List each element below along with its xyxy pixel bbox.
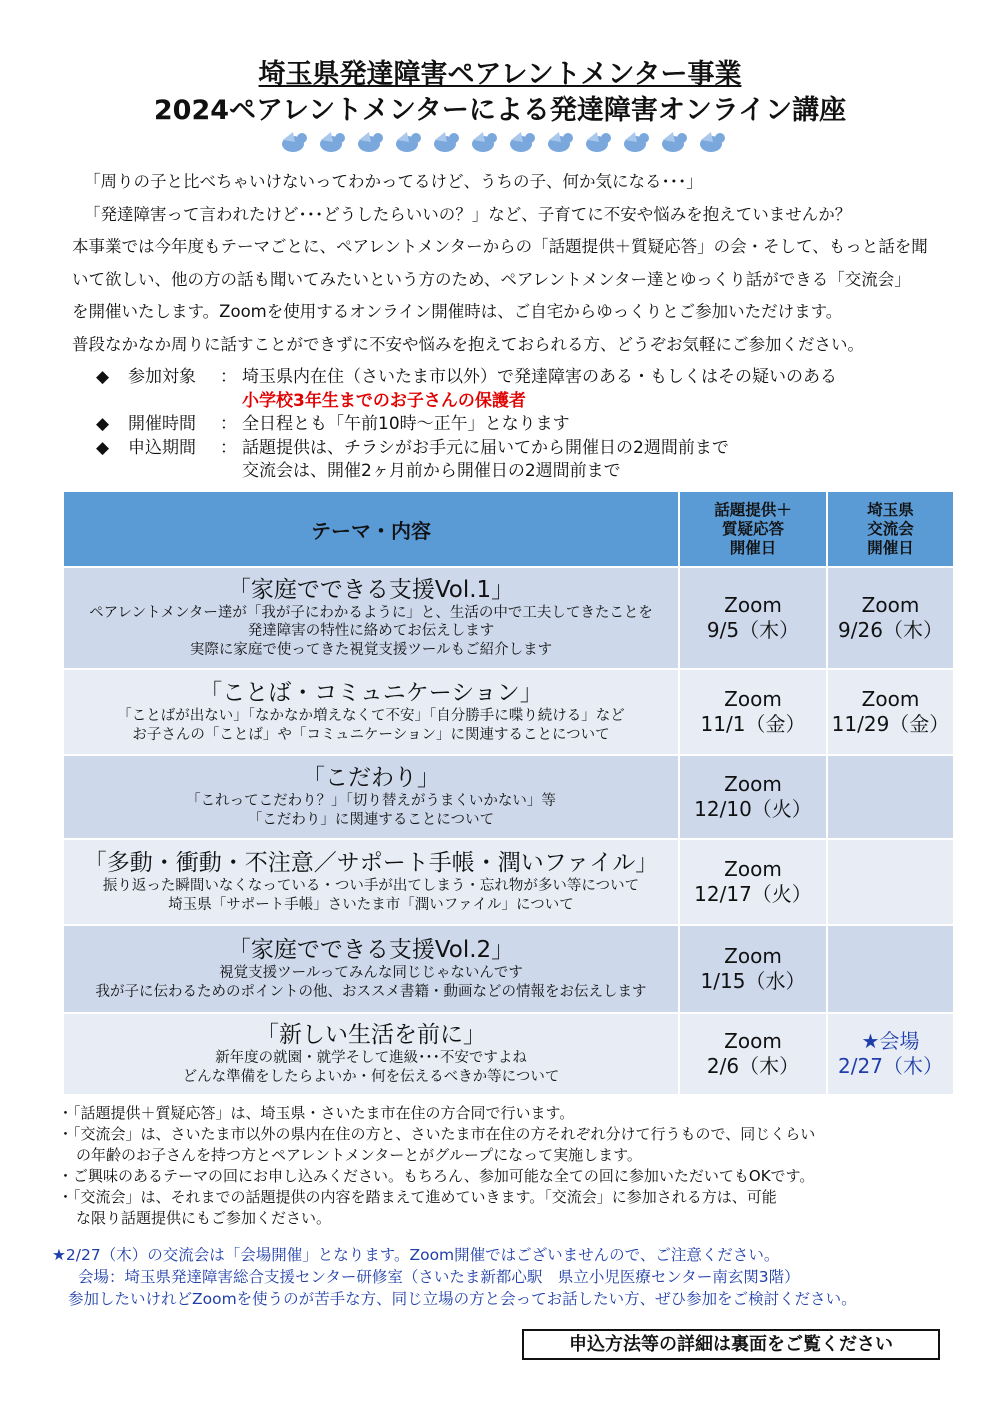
- exchange-date-cell: [827, 839, 954, 925]
- theme-cell: 「こだわり」 「これってこだわり？」「切り替えがうまくいかない」等 「こだわり」に関連することについて: [63, 755, 679, 839]
- notes: [58, 1103, 958, 1229]
- note-line: の年齢のお子さんを持つ方とペアレントメンターとがグループになって実施します。: [76, 1146, 642, 1164]
- event-info: [96, 366, 916, 484]
- time-label: 開催時間: [128, 414, 196, 434]
- table-row: [63, 669, 954, 755]
- exchange-date-cell: ★会場 2/27（木）: [827, 1013, 954, 1095]
- schedule-table: [62, 490, 955, 1096]
- note-line: ・「交流会」は、さいたま市以外の県内在住の方と、さいたま市在住の方それぞれ分けて行うもので、同じくらい: [58, 1125, 816, 1143]
- venue-notice: [52, 1244, 972, 1310]
- exchange-date-cell: Zoom 9/26（木）: [827, 567, 954, 669]
- intro-text: [72, 166, 932, 361]
- table-row: [63, 1013, 954, 1095]
- header-theme: テーマ・内容: [63, 491, 679, 567]
- talk-date-cell: Zoom 1/15（水）: [679, 925, 827, 1013]
- theme-cell: 「新しい生活を前に」 新年度の就園・就学そして進級･･･不安ですよね どんな準備をしたらよいか・何を伝えるべきか等について: [63, 1013, 679, 1095]
- talk-date-cell: Zoom 11/1（金）: [679, 669, 827, 755]
- venue-notice-line: ★2/27（木）の交流会は「会場開催」となります。Zoom開催ではございませんので、ご注意ください。: [52, 1246, 780, 1264]
- header-talk-date: 話題提供＋ 質疑応答 開催日: [679, 491, 827, 567]
- note-line: ・「話題提供＋質疑応答」は、埼玉県・さいたま市在住の方合同で行います。: [58, 1104, 575, 1122]
- intro-line: を開催いたします。Zoomを使用するオンライン開催時は、ご自宅からゆっくりとご参加いただけます。: [72, 302, 843, 321]
- apply-text: 交流会は、開催2ヶ月前から開催日の2週間前まで: [242, 461, 621, 481]
- note-line: ・ご興味のあるテーマの回にお申し込みください。もちろん、参加可能な全ての回に参加いただいてもOKです。: [58, 1167, 815, 1185]
- header-exchange-date: 埼玉県 交流会 開催日: [827, 491, 954, 567]
- page-title: 埼玉県発達障害ペアレントメンター事業: [258, 59, 742, 90]
- intro-line: いて欲しい、他の方の話も聞いてみたいという方のため、ペアレントメンター達とゆっくり話ができる「交流会」: [72, 269, 911, 289]
- footer-notice: 申込方法等の詳細は裏面をご覧ください: [522, 1329, 940, 1360]
- theme-cell: 「ことば・コミュニケーション」 「ことばが出ない」「なかなか増えなくて不安」「自分勝手に喋り続ける」など お子さんの「ことば」や「コミュニケーション」に関連することについて: [63, 669, 679, 755]
- colon: ：: [220, 414, 237, 434]
- colon: ：: [220, 367, 237, 387]
- diamond-bullet-icon: ◆: [96, 414, 110, 434]
- talk-date-cell: Zoom 9/5（木）: [679, 567, 827, 669]
- venue-notice-line: 会場：埼玉県発達障害総合支援センター研修室（さいたま新都心駅 県立小児医療センター南玄関3階）: [78, 1268, 800, 1286]
- theme-cell: 「多動・衝動・不注意／サポート手帳・潤いファイル」 振り返った瞬間いなくなっている・つい手が出てしまう・忘れ物が多い等について 埼玉県「サポート手帳」さいたま市「潤いファイル」について: [63, 839, 679, 925]
- theme-cell: 「家庭でできる支援Vol.2」 視覚支援ツールってみんな同じじゃないんです 我が子に伝わるためのポイントの他、おススメ書籍・動画などの情報をお伝えします: [63, 925, 679, 1013]
- diamond-bullet-icon: ◆: [96, 367, 110, 387]
- diamond-bullet-icon: ◆: [96, 437, 110, 458]
- apply-label: 申込期間: [128, 437, 196, 458]
- exchange-date-cell: [827, 755, 954, 839]
- intro-line: 普段なかなか周りに話すことができずに不安や悩みを抱えておられる方、どうぞお気軽にご参加ください。: [72, 334, 864, 354]
- colon: ：: [220, 437, 237, 458]
- talk-date-cell: Zoom 12/10（火）: [679, 755, 827, 839]
- target-highlight: 小学校3年生までのお子さんの保護者: [242, 390, 526, 411]
- time-text: 全日程とも「午前10時～正午」となります: [242, 414, 570, 434]
- intro-line: 「発達障害って言われたけど･･･どうしたらいいの？」など、子育てに不安や悩みを抱えていませんか？: [84, 204, 852, 224]
- target-text: 埼玉県内在住（さいたま市以外）で発達障害のある・もしくはその疑いのある: [242, 367, 837, 387]
- apply-text: 話題提供は、チラシがお手元に届いてから開催日の2週間前まで: [242, 437, 729, 458]
- venue-notice-line: 参加したいけれどZoomを使うのが苦手な方、同じ立場の方と会ってお話したい方、ぜひ参加をご検討ください。: [68, 1290, 857, 1308]
- bird-decoration-icon: [275, 126, 735, 158]
- table-row: [63, 925, 954, 1013]
- intro-line: 「周りの子と比べちゃいけないってわかってるけど、うちの子、何か気になる･･･」: [84, 172, 703, 191]
- talk-date-cell: Zoom 12/17（火）: [679, 839, 827, 925]
- table-row: [63, 839, 954, 925]
- target-label: 参加対象: [128, 367, 196, 387]
- note-line: な限り話題提供にもご参加ください。: [76, 1209, 332, 1227]
- intro-line: 本事業では今年度もテーマごとに、ペアレントメンターからの「話題提供＋質疑応答」の会・そして、もっと話を聞: [72, 237, 928, 256]
- talk-date-cell: Zoom 2/6（木）: [679, 1013, 827, 1095]
- note-line: ・「交流会」は、それまでの話題提供の内容を踏まえて進めていきます。「交流会」に参加される方は、可能: [58, 1188, 777, 1206]
- exchange-date-cell: Zoom 11/29（金）: [827, 669, 954, 755]
- exchange-date-cell: [827, 925, 954, 1013]
- theme-cell: 「家庭でできる支援Vol.1」 ペアレントメンター達が「我が子にわかるように」と、生活の中で工夫してきたことを 発達障害の特性に絡めてお伝えします 実際に家庭で使ってきた視覚支援ツールもご紹介します: [63, 567, 679, 669]
- table-row: [63, 755, 954, 839]
- table-row: [63, 567, 954, 669]
- page-subtitle: 2024ペアレントメンターによる発達障害オンライン講座: [153, 95, 847, 126]
